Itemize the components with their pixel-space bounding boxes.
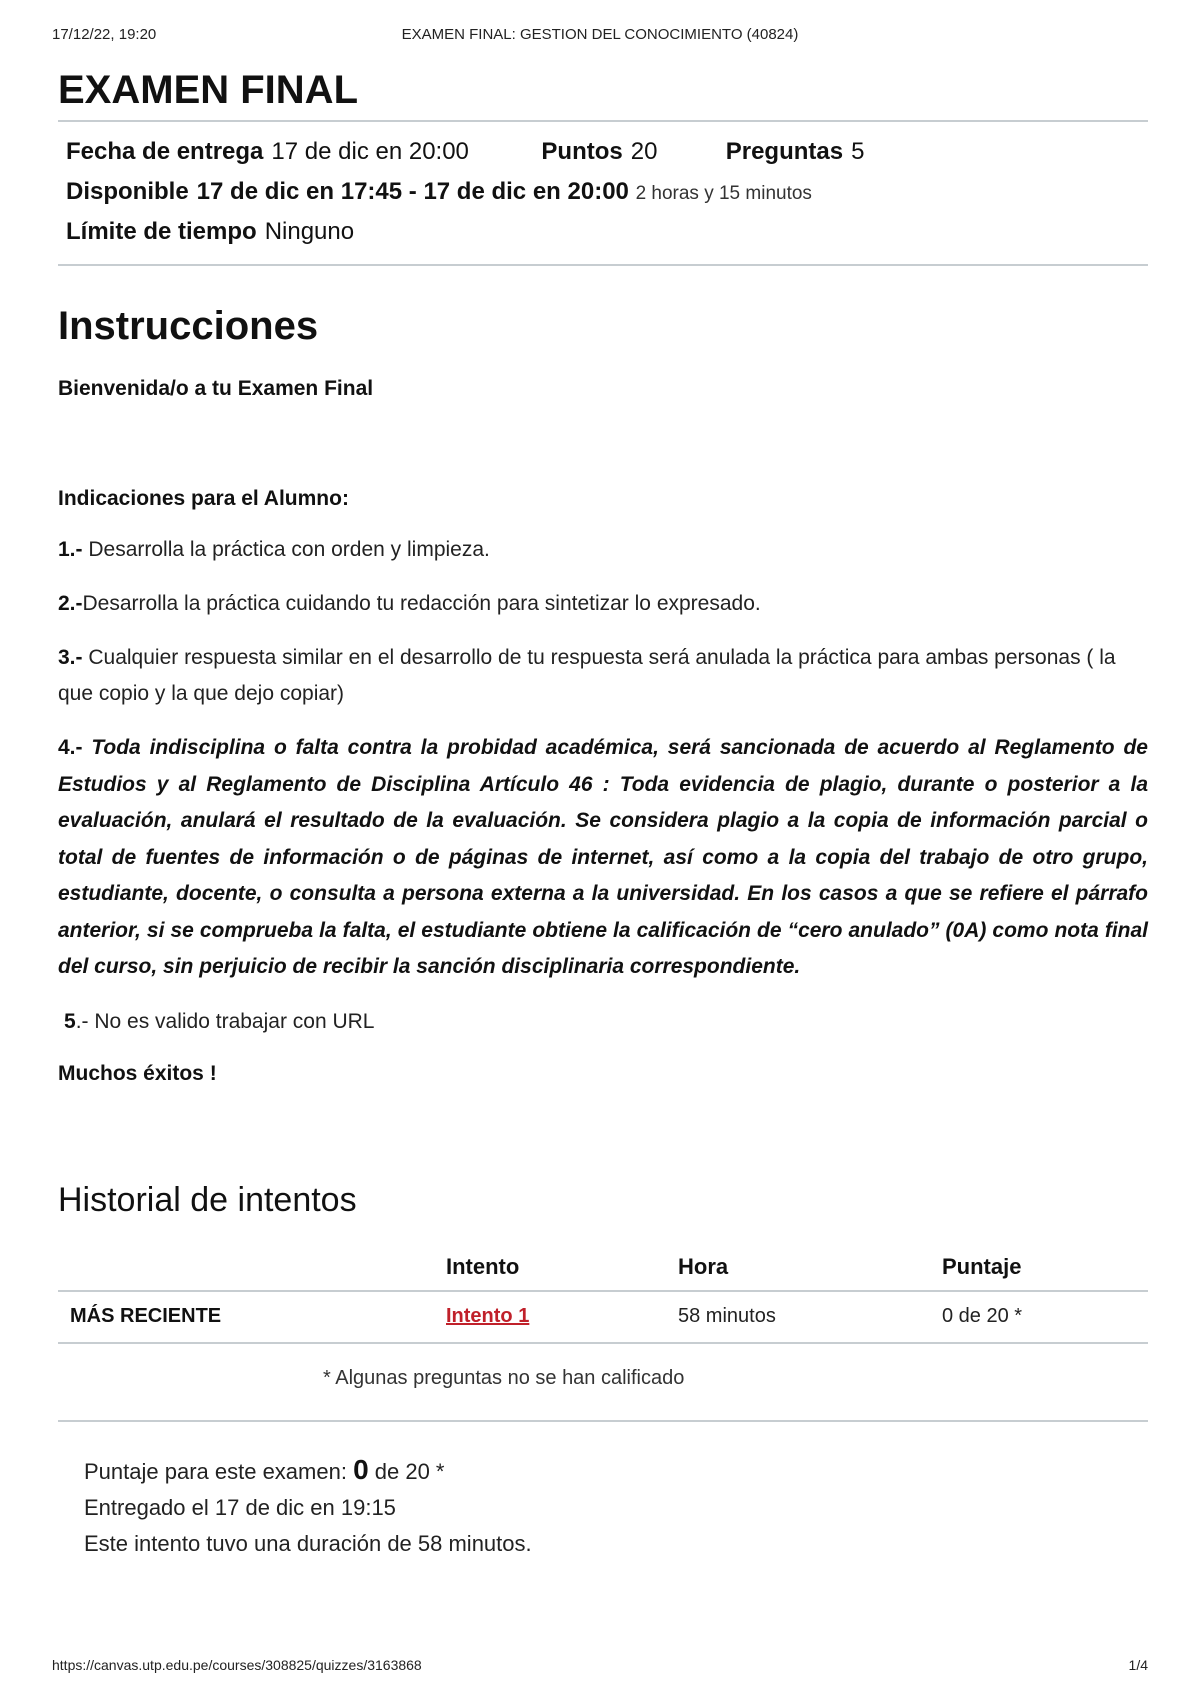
score-value: 0	[353, 1453, 369, 1485]
closing-text: Muchos éxitos !	[58, 1061, 217, 1085]
welcome-text: Bienvenida/o a tu Examen Final	[58, 377, 374, 400]
points-value: 20	[630, 138, 658, 165]
quiz-details-row-1	[66, 132, 1140, 172]
print-url: https://canvas.utp.edu.pe/courses/308825/quizzes/3163868	[52, 1657, 422, 1673]
time-limit-value: Ninguno	[264, 218, 355, 245]
instruction-item	[58, 532, 1148, 568]
submitted-line: Entregado el 17 de dic en 19:15	[84, 1494, 396, 1520]
due-value: 17 de dic en 20:00	[271, 138, 469, 165]
instruction-text: Toda indisciplina o falta contra la probidad académica, será sancionada de acuerdo al Reglamento de Estudios y al Reglamento de Disciplina Artículo 46 : Toda evidencia de plagio, durante o posterior a la evaluación, anulará el resultado de la evaluación. Se considera plagio a la copia de información parcial o total de fuentes de información o de páginas de internet, así como a la copia del trabajo de otro grupo, estudiante, docente, o consulta a persona externa a la universidad. En los casos a que se refiere el párrafo anterior, si se comprueba la falta, el estudiante obtiene la calificación de “cero anulado” (0A) como nota final del curso, sin perjuicio de recibir la sanción disciplinaria correspondiente.	[58, 736, 1148, 978]
score-cell: 0 de 20 *	[941, 1291, 1148, 1343]
column-header: Hora	[677, 1244, 941, 1291]
score-suffix: de 20 *	[368, 1458, 445, 1484]
column-header: Intento	[445, 1244, 677, 1291]
instruction-text: .- No es valido trabajar con URL	[75, 1009, 375, 1033]
available-label: Disponible	[66, 178, 189, 205]
attempt-link[interactable]: Intento 1	[446, 1305, 530, 1327]
divider	[58, 264, 1148, 266]
print-page-number: 1/4	[1128, 1657, 1148, 1673]
instructions-heading: Instrucciones	[58, 304, 319, 348]
instruction-number: 3.-	[58, 646, 83, 669]
row-label: MÁS RECIENTE	[58, 1291, 445, 1343]
instructions-body	[58, 374, 1148, 1092]
column-header: Puntaje	[941, 1244, 1148, 1291]
instruction-number: 5	[64, 1009, 76, 1033]
instruction-item	[58, 730, 1148, 986]
questions-label: Preguntas	[725, 138, 844, 165]
indications-heading: Indicaciones para el Alumno:	[58, 487, 349, 510]
attempt-history-heading: Historial de intentos	[58, 1180, 357, 1219]
quiz-details-row-2	[66, 172, 1140, 212]
instruction-text: Desarrolla la práctica cuidando tu redacción para sintetizar lo expresado.	[82, 592, 761, 615]
available-value: 17 de dic en 17:45 - 17 de dic en 20:00	[196, 178, 629, 205]
instruction-text: Cualquier respuesta similar en el desarrollo de tu respuesta será anulada la práctica para ambas personas ( la que copio y la que dejo copiar)	[58, 646, 1116, 705]
attempt-history-table	[58, 1244, 1148, 1344]
instruction-number: 1.-	[58, 538, 83, 561]
table-header-row	[58, 1244, 1148, 1291]
table-row	[58, 1291, 1148, 1343]
questions-value: 5	[851, 138, 865, 165]
duration-line: Este intento tuvo una duración de 58 minutos.	[84, 1530, 532, 1556]
due-label: Fecha de entrega	[66, 138, 264, 165]
print-datetime: 17/12/22, 19:20	[52, 26, 157, 43]
points-label: Puntos	[541, 138, 623, 165]
print-header	[52, 26, 1148, 48]
instruction-item	[58, 640, 1148, 712]
instruction-item	[58, 586, 1148, 622]
instruction-number: 4.-	[58, 736, 83, 759]
time-cell: 58 minutos	[677, 1291, 941, 1343]
divider	[58, 1420, 1148, 1422]
score-line	[84, 1452, 1148, 1490]
score-prefix: Puntaje para este examen:	[84, 1458, 354, 1484]
score-summary	[58, 1452, 1148, 1562]
instruction-text: Desarrolla la práctica con orden y limpieza.	[82, 538, 490, 561]
column-header	[58, 1244, 445, 1291]
quiz-details-row-3	[66, 212, 1140, 252]
attempt-cell	[445, 1291, 677, 1343]
print-document-title: EXAMEN FINAL: GESTION DEL CONOCIMIENTO (40824)	[401, 26, 799, 43]
ungraded-footnote: * Algunas preguntas no se han calificado	[323, 1366, 685, 1389]
instruction-item	[58, 1004, 1148, 1040]
time-limit-label: Límite de tiempo	[66, 218, 257, 245]
quiz-details	[58, 122, 1148, 264]
available-duration: 2 horas y 15 minutos	[635, 183, 812, 204]
page-content	[58, 60, 1148, 1562]
instruction-number: 2.-	[58, 592, 83, 615]
page-title: EXAMEN FINAL	[58, 68, 358, 112]
